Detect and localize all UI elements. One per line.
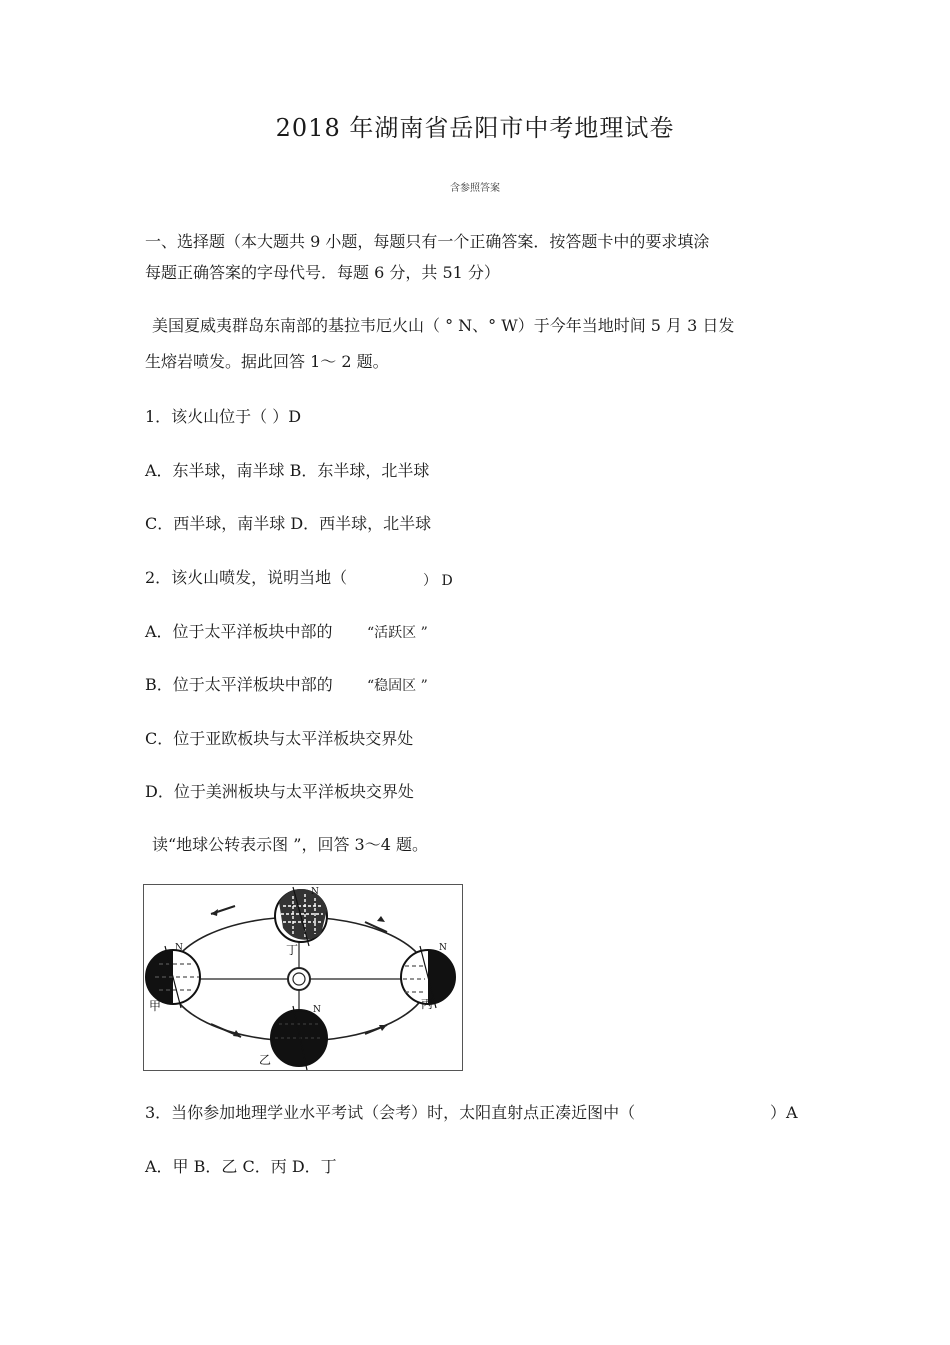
q2-option-a: A．位于太平洋板块中部的: [145, 622, 333, 641]
q2-option-b-quote: “稳固区 ”: [367, 678, 428, 694]
q1-options-ab: A．东半球，南半球 B．东半球，北半球: [145, 461, 430, 480]
q1-options-cd: C．西半球，南半球 D．西半球，北半球: [145, 514, 432, 533]
q2-stem-answer: ） D: [423, 573, 453, 589]
q3-stem: 3．当你参加地理学业水平考试（会考）时，太阳直射点正凑近图中（: [145, 1103, 636, 1122]
q1-stem: 1．该火山位于（ ）D: [145, 407, 302, 426]
intro-volcano-line2: 生熔岩喷发。据此回答 1～ 2 题。: [145, 352, 389, 371]
intro-orbit: 读“地球公转表示图 ”，回答 3～4 题。: [152, 835, 428, 854]
page-title: 2018 年湖南省岳阳市中考地理试卷: [275, 114, 675, 142]
earth-orbit-svg: [143, 884, 463, 1071]
q3-options: A．甲 B．乙 C．丙 D．丁: [145, 1157, 337, 1176]
q2-option-a-quote: “活跃区 ”: [367, 625, 428, 641]
label-ding: 丁: [286, 943, 299, 957]
section-heading-line1: 一、选择题（本大题共 9 小题，每题只有一个正确答案．按答题卡中的要求填涂: [145, 232, 710, 251]
q2-stem: 2．该火山喷发，说明当地（: [145, 568, 348, 587]
q3-stem-answer: ）A: [770, 1103, 798, 1122]
section-heading-line2: 每题正确答案的字母代号．每题 6 分，共 51 分）: [145, 263, 500, 282]
svg-text:N: N: [311, 887, 319, 897]
page-subtitle: 含参照答案: [450, 183, 500, 194]
label-bing: 丙: [421, 997, 434, 1011]
svg-text:N: N: [175, 943, 183, 953]
q2-option-d: D．位于美洲板块与太平洋板块交界处: [145, 782, 414, 801]
q2-option-c: C．位于亚欧板块与太平洋板块交界处: [145, 729, 414, 748]
svg-text:N: N: [313, 1005, 321, 1015]
label-yi: 乙: [259, 1053, 272, 1067]
q2-option-b: B．位于太平洋板块中部的: [145, 675, 333, 694]
intro-volcano-line1: 美国夏威夷群岛东南部的基拉韦厄火山（ ° N、° W）于今年当地时间 5 月 3 日发: [152, 316, 735, 335]
earth-orbit-diagram: [143, 884, 463, 1071]
svg-text:N: N: [439, 943, 447, 953]
label-jia: 甲: [149, 999, 162, 1013]
